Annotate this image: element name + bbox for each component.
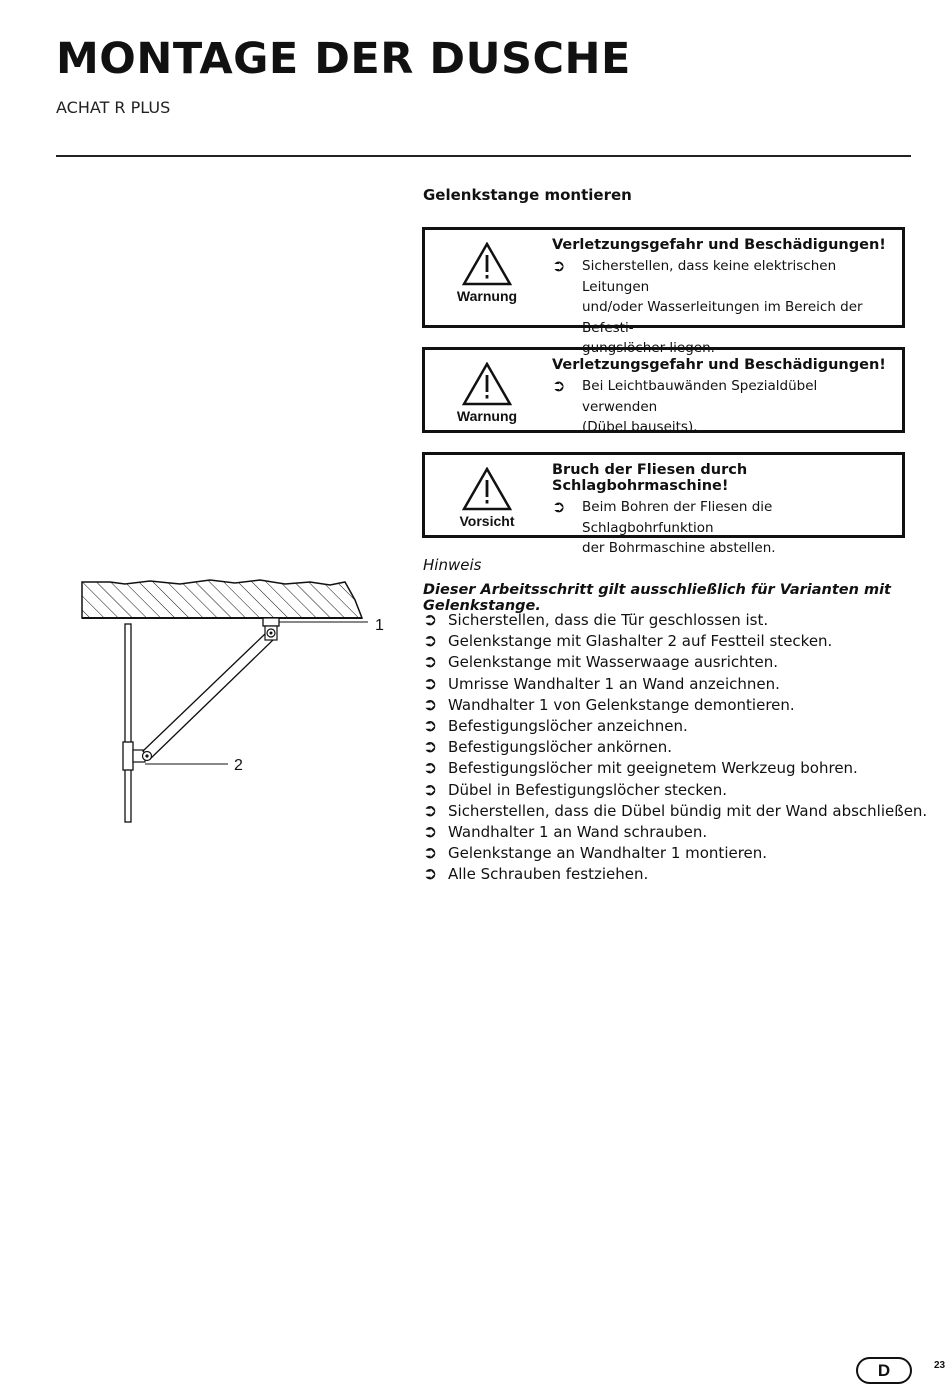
warning-box-1 — [422, 227, 905, 356]
warning-title: Verletzungsgefahr und Beschädigungen! — [552, 357, 886, 373]
step-item — [423, 716, 927, 737]
step-item — [423, 737, 927, 758]
warning-line: und/oder Wasserleitungen im Bereich der Befesti- — [582, 299, 863, 336]
warning-instruction — [552, 376, 888, 438]
warning-instruction — [552, 256, 888, 359]
page-number: 23 — [934, 1360, 946, 1371]
warning-box-2 — [422, 347, 905, 433]
step-text: Gelenkstange mit Glashalter 2 auf Festteil stecken. — [448, 632, 833, 651]
warning-triangle-icon — [462, 362, 512, 406]
step-text: Umrisse Wandhalter 1 an Wand anzeichnen. — [448, 674, 780, 693]
step-text: Wandhalter 1 von Gelenkstange demontieren. — [448, 695, 795, 714]
warning-icon-group — [435, 362, 539, 424]
arrow-bullet-icon: ➲ — [423, 779, 438, 800]
stabilizer-bar-drawing — [70, 570, 400, 830]
warning-line: Beim Bohren der Fliesen die Schlagbohrfunktion — [582, 499, 773, 536]
step-text: Sicherstellen, dass die Tür geschlossen ist. — [448, 611, 769, 629]
warning-line: Sicherstellen, dass keine elektrischen Leitungen — [582, 258, 837, 295]
arrow-bullet-icon: ➲ — [423, 758, 438, 779]
step-text: Alle Schrauben festziehen. — [448, 865, 649, 884]
callout-2: 2 — [234, 757, 243, 774]
instruction-steps — [423, 610, 927, 886]
caution-icon-group — [435, 467, 539, 529]
arrow-bullet-icon: ➲ — [423, 652, 438, 673]
warning-line: Bei Leichtbauwänden Spezialdübel verwenden — [582, 378, 818, 415]
arrow-bullet-icon: ➲ — [552, 497, 566, 516]
warning-line: (Dübel bauseits). — [582, 419, 698, 435]
warning-text — [552, 462, 888, 559]
warning-label: Warnung — [456, 288, 518, 304]
step-text: Dübel in Befestigungslöcher stecken. — [448, 780, 728, 799]
mounting-diagram — [70, 570, 400, 834]
arrow-bullet-icon: ➲ — [423, 864, 438, 885]
caution-label: Vorsicht — [459, 513, 515, 529]
warning-title: Bruch der Fliesen durch Schlagbohrmaschine! — [552, 462, 748, 494]
language-badge: D — [856, 1357, 912, 1384]
step-item — [423, 695, 927, 716]
arrow-bullet-icon: ➲ — [423, 631, 438, 652]
step-text: Befestigungslöcher mit geeignetem Werkzeug bohren. — [448, 759, 858, 778]
warning-line: gungslöcher liegen. — [582, 340, 715, 356]
step-item — [423, 652, 927, 673]
step-text: Gelenkstange an Wandhalter 1 montieren. — [448, 844, 768, 863]
hint-text: Dieser Arbeitsschritt gilt ausschließlich für Varianten mit Gelenkstange. — [423, 582, 891, 614]
arrow-bullet-icon: ➲ — [423, 800, 438, 821]
step-text: Wandhalter 1 an Wand schrauben. — [448, 823, 708, 842]
product-name: ACHAT R PLUS — [56, 98, 171, 117]
step-text: Befestigungslöcher ankörnen. — [448, 738, 672, 757]
wall-bracket — [263, 618, 279, 626]
step-item — [423, 631, 927, 652]
arrow-bullet-icon: ➲ — [423, 716, 438, 737]
glass-holder — [123, 742, 133, 770]
warning-triangle-icon — [462, 242, 512, 286]
step-item — [423, 822, 927, 843]
arrow-bullet-icon: ➲ — [552, 256, 566, 275]
warning-text — [552, 357, 888, 438]
callout-1: 1 — [375, 617, 384, 634]
arrow-bullet-icon: ➲ — [423, 673, 438, 694]
stabilizer-bar — [143, 633, 273, 759]
step-item — [423, 801, 927, 822]
wall-section — [82, 580, 362, 618]
glass-panel — [125, 624, 131, 822]
step-item — [423, 610, 927, 631]
warning-box-3 — [422, 452, 905, 556]
arrow-bullet-icon: ➲ — [423, 694, 438, 715]
section-heading: Gelenkstange montieren — [423, 186, 632, 204]
step-item — [423, 864, 927, 885]
step-text: Sicherstellen, dass die Dübel bündig mit der Wand abschließen. — [448, 801, 928, 820]
arrow-bullet-icon: ➲ — [423, 822, 438, 843]
step-item — [423, 843, 927, 864]
warning-line: der Bohrmaschine abstellen. — [582, 540, 776, 556]
warning-icon-group — [435, 242, 539, 304]
hint-label: Hinweis — [423, 556, 482, 574]
step-item — [423, 780, 927, 801]
header-divider — [56, 155, 911, 157]
arrow-bullet-icon: ➲ — [552, 376, 566, 395]
step-item — [423, 674, 927, 695]
arrow-bullet-icon: ➲ — [423, 737, 438, 758]
step-text: Gelenkstange mit Wasserwaage ausrichten. — [448, 653, 779, 672]
warning-instruction — [552, 497, 888, 559]
arrow-bullet-icon: ➲ — [423, 843, 438, 864]
warning-triangle-icon — [462, 467, 512, 511]
warning-label: Warnung — [456, 408, 518, 424]
page-title: MONTAGE DER DUSCHE — [56, 34, 631, 84]
arrow-bullet-icon: ➲ — [423, 610, 438, 630]
step-text: Befestigungslöcher anzeichnen. — [448, 717, 688, 736]
warning-title: Verletzungsgefahr und Beschädigungen! — [552, 237, 886, 253]
warning-text — [552, 237, 888, 359]
step-item — [423, 758, 927, 779]
